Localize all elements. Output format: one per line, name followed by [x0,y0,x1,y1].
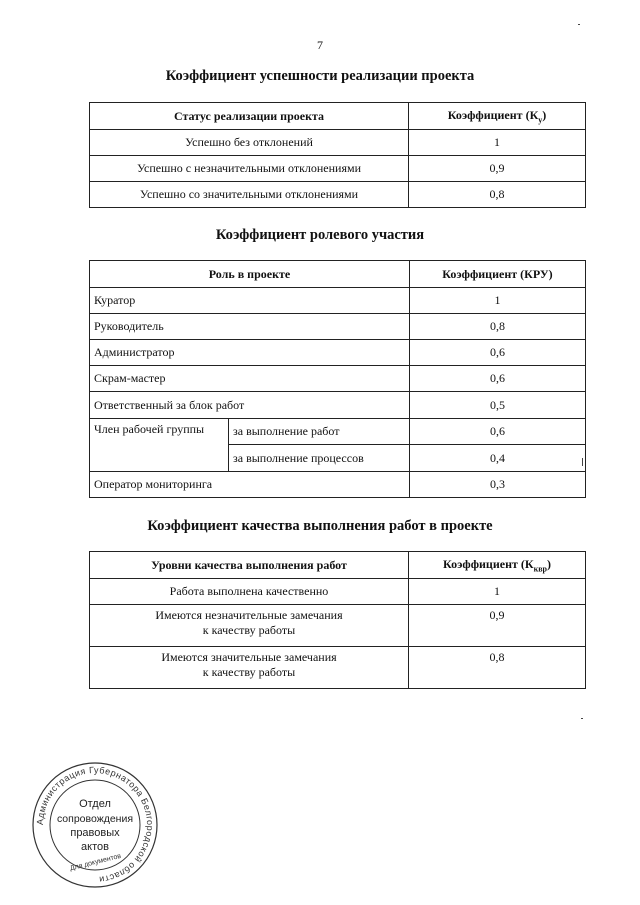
table-row [90,130,586,156]
coefficient-header: Коэффициент $(К_{квр})$ [409,552,586,579]
table-header-row [90,103,586,130]
success-coefficient-title: Коэффициент успешности реализации проекта [165,68,475,84]
table-row [90,419,586,445]
role-header: Роль в проекте [90,261,410,288]
table-header-row [90,552,586,579]
table-row [90,392,586,419]
table-row [90,605,586,647]
scan-mark [578,24,580,25]
table-row [90,366,586,392]
subrole-cell: за выполнение работ [229,419,410,445]
role-coefficient-title: Коэффициент ролевого участия [215,227,425,243]
table-row [90,647,586,689]
quality-cell: Имеются незначительные замечания к качеству работы [90,605,409,647]
table-row [90,472,586,498]
quality-header: Уровни качества выполнения работ [90,552,409,579]
status-cell: Успешно с незначительными отклонениями [90,156,409,182]
quality-coefficient-table [89,551,586,689]
status-cell: Успешно со значительными отклонениями [90,182,409,208]
quality-cell: Имеются значительные замечания к качеству работы [90,647,409,689]
table-row [90,156,586,182]
role-coefficient-table [89,260,586,498]
role-cell: Администратор [90,340,410,366]
role-cell: Оператор мониторинга [90,472,410,498]
coefficient-cell: 0,9 [409,156,586,182]
role-cell: Ответственный за блок работ [90,392,410,419]
scan-mark [582,458,583,466]
quality-cell: Работа выполнена качественно [90,579,409,605]
page-number: 7 [317,38,323,52]
table-row [90,579,586,605]
stamp-line: Отдел [79,798,111,810]
table-row [90,340,586,366]
role-cell: Член рабочей группы [90,419,229,472]
coefficient-cell: 0,3 [410,472,586,498]
coefficient-header: Коэффициент $(К_у)$ [409,103,586,130]
role-cell: Куратор [90,288,410,314]
stamp-line: правовых [70,827,120,839]
coefficient-cell: 1 [409,579,586,605]
coefficient-cell: 0,6 [410,366,586,392]
role-cell: Скрам-мастер [90,366,410,392]
role-cell: Руководитель [90,314,410,340]
office-stamp [30,760,160,890]
coefficient-cell: 0,8 [409,647,586,689]
coefficient-cell: 0,6 [410,340,586,366]
coefficient-cell: 1 [409,130,586,156]
success-coefficient-table [89,102,586,208]
coefficient-cell: 0,5 [410,392,586,419]
stamp-line: сопровождения [56,813,134,825]
table-row [90,182,586,208]
coefficient-cell: 0,8 [410,314,586,340]
svg-text:Администрация Губернатора Белг: Администрация Губернатора Белгородской области [34,764,156,885]
status-header: Статус реализации проекта [90,103,409,130]
table-row [90,288,586,314]
subrole-cell: за выполнение процессов [229,445,410,472]
coefficient-cell: 0,8 [409,182,586,208]
table-header-row [90,261,586,288]
coefficient-cell: 1 [410,288,586,314]
coefficient-cell: 0,6 [410,419,586,445]
stamp-line: Для документов [69,852,122,873]
quality-coefficient-title: Коэффициент качества выполнения работ в проекте [147,518,493,534]
coefficient-cell: 0,4 [410,445,586,472]
stamp-line: актов [81,841,109,853]
stamp-seal-icon [30,760,160,890]
status-cell: Успешно без отклонений [90,130,409,156]
coefficient-header: Коэффициент (КРУ) [410,261,586,288]
scan-mark [581,718,583,719]
table-row [90,314,586,340]
coefficient-cell: 0,9 [409,605,586,647]
